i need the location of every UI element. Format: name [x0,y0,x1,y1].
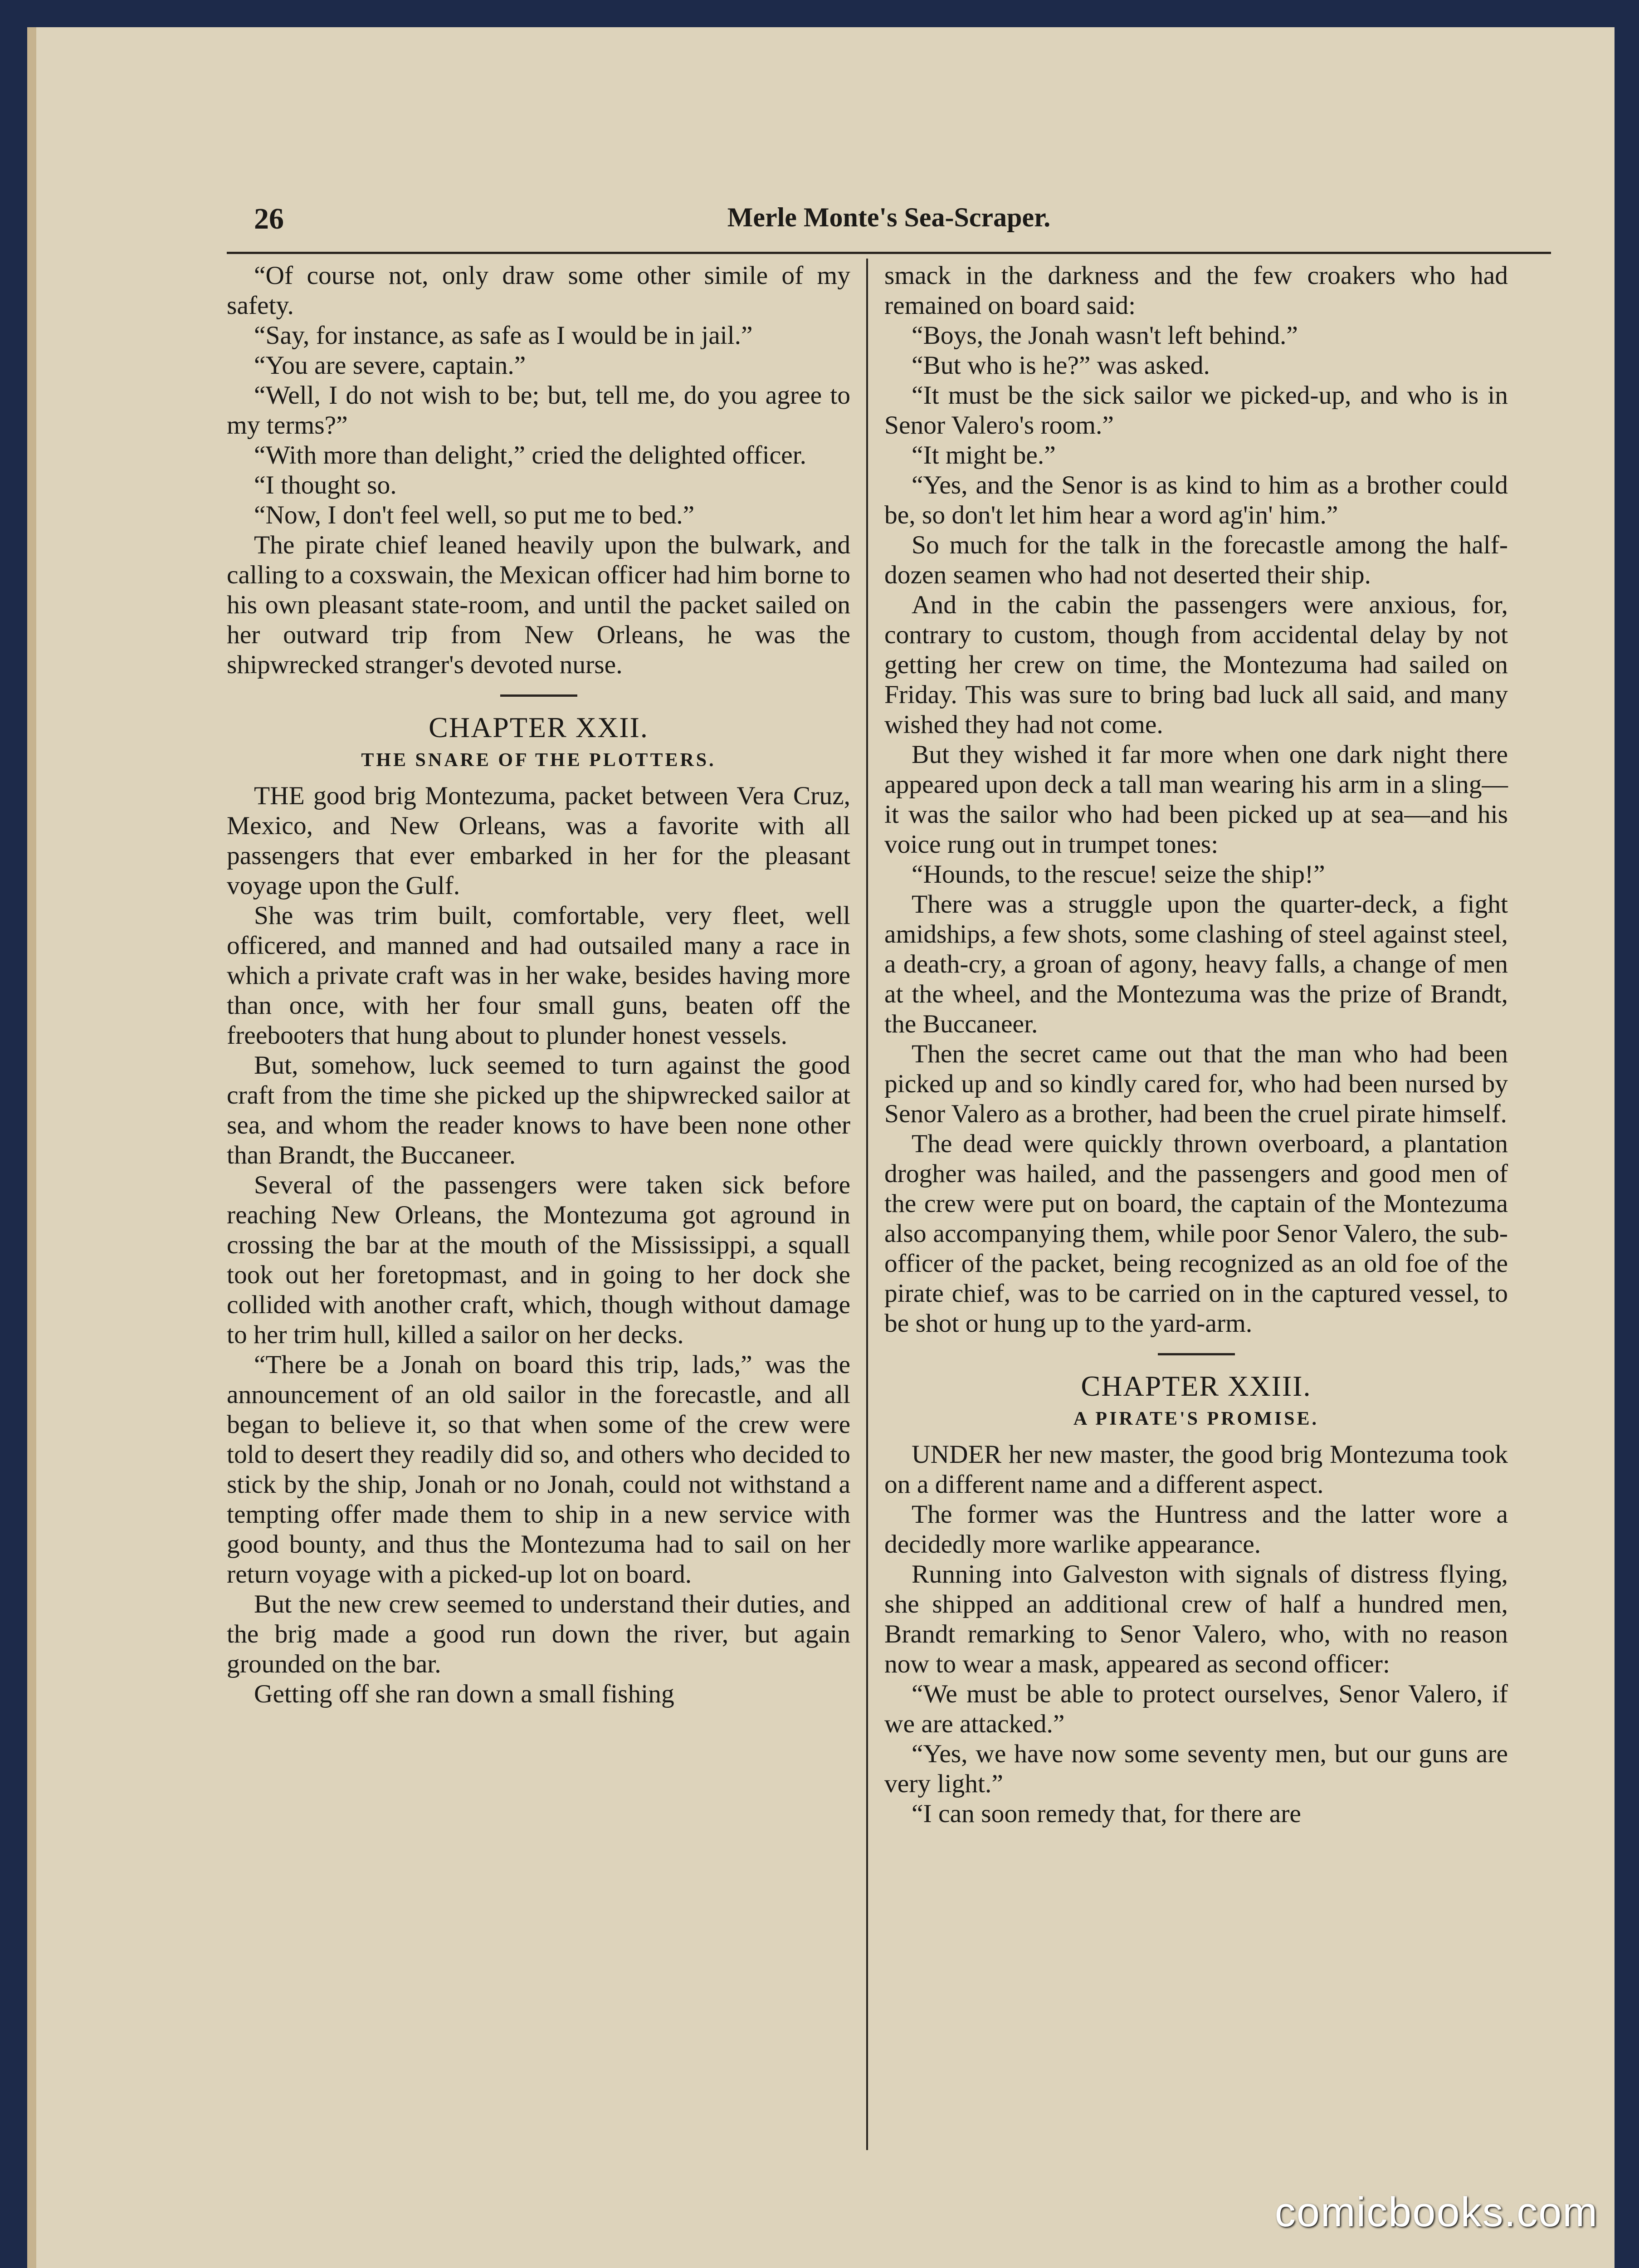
paragraph: smack in the darkness and the few croakers who had remained on board said: [884,261,1508,320]
page-number: 26 [254,202,284,235]
chapter-title: CHAPTER XXII. [429,711,649,743]
page-header [227,202,1551,252]
chapter-subtitle: A PIRATE'S PROMISE. [1073,1408,1319,1429]
paragraph: The former was the Huntress and the latter wore a decidedly more warlike appearance. [884,1500,1508,1559]
paragraph: But they wished it far more when one dark night there appeared upon deck a tall man wearing his arm in a sling—it was the sailor who had been picked up at sea—and his voice rung out in trumpet tones: [884,740,1508,859]
paragraph: She was trim built, comfortable, very fleet, well officered, and manned and had outsailed many a race in which a private craft was in her wake, besides having more than once, with her four small guns, beaten off the freebooters that hung about to plunder honest vessels. [227,901,850,1050]
paragraph: “You are severe, captain.” [254,351,526,380]
paragraph: THE good brig Montezuma, packet between Vera Cruz, Mexico, and New Orleans, was a favorite with all passengers that ever embarked in her for the pleasant voyage upon the Gulf. [227,782,850,900]
paragraph: “I can soon remedy that, for there are [912,1799,1301,1828]
paragraph: The pirate chief leaned heavily upon the bulwark, and calling to a coxswain, the Mexican officer had him borne to his own pleasant state-room, and until the packet sailed on her outward trip from New Orleans, he was the shipwrecked stranger's devoted nurse. [227,531,850,679]
paragraph: Running into Galveston with signals of distress flying, she shipped an additional crew of half a hundred men, Brandt remarking to Senor Valero, who, with no reason now to wear a mask, appeared as second officer: [884,1560,1508,1678]
paragraph: Several of the passengers were taken sick before reaching New Orleans, the Montezuma got aground in crossing the bar at the mouth of the Mississippi, a squall took out her foretopmast, and in going to her dock she collided with another craft, which, though without damage to her trim hull, killed a sailor on her decks. [227,1171,850,1349]
right-column [884,261,1508,1829]
paragraph: “But who is he?” was asked. [912,351,1210,380]
paragraph: So much for the talk in the forecastle among the half-dozen seamen who had not deserted their ship. [884,531,1508,589]
paragraph: “There be a Jonah on board this trip, lads,” was the announcement of an old sailor in the forecastle, and all began to believe it, so that when some of the crew were told to desert they readily did so, and others who decided to stick by the ship, Jonah or no Jonah, could not withstand a tempting offer made them to ship in a new service with good bounty, and thus the Montezuma had to sail on her return voyage with a picked-up lot on board. [227,1350,850,1589]
paragraph: There was a struggle upon the quarter-deck, a fight amidships, a few shots, some clashing of steel against steel, a death-cry, a groan of agony, heavy falls, a change of men at the wheel, and the Montezuma was the prize of Brandt, the Buccaneer. [884,890,1508,1038]
paragraph: “It might be.” [912,441,1056,469]
section-separator [500,694,577,697]
paragraph: “We must be able to protect ourselves, Senor Valero, if we are attacked.” [884,1680,1508,1738]
chapter-title: CHAPTER XXIII. [1081,1370,1312,1402]
paragraph: “It must be the sick sailor we picked-up, and who is in Senor Valero's room.” [884,381,1508,440]
paragraph: But, somehow, luck seemed to turn against the good craft from the time she picked up the shipwrecked sailor at sea, and whom the reader knows to have been none other than Brandt, the Buccaneer. [227,1051,850,1169]
running-title: Merle Monte's Sea-Scraper. [727,202,1051,232]
paragraph: “Of course not, only draw some other simile of my safety. [227,261,850,320]
section-separator [1158,1353,1235,1355]
paragraph: Then the secret came out that the man who had been picked up and so kindly cared for, who had been nursed by Senor Valero as a brother, had been the cruel pirate himself. [884,1040,1508,1128]
paragraph: “Hounds, to the rescue! seize the ship!” [912,860,1325,889]
paragraph: “Yes, we have now some seventy men, but our guns are very light.” [884,1740,1508,1798]
paragraph: But the new crew seemed to understand their duties, and the brig made a good run down the river, but again grounded on the bar. [227,1590,850,1678]
column-divider [866,259,868,2150]
paragraph: “Yes, and the Senor is as kind to him as a brother could be, so don't let him hear a word ag'in' him.” [884,471,1508,529]
magazine-page [27,27,1615,2268]
paragraph: “Boys, the Jonah wasn't left behind.” [912,321,1298,350]
paragraph: “I thought so. [254,471,397,499]
paragraph: UNDER her new master, the good brig Montezuma took on a different name and a different aspect. [884,1440,1508,1499]
paragraph: The dead were quickly thrown overboard, a plantation drogher was hailed, and the passengers and good men of the crew were put on board, the captain of the Montezuma also accompanying them, while poor Senor Valero, the sub-officer of the packet, being recognized as an old foe of the pirate chief, was to be carried on in the captured vessel, to be shot or hung up to the yard-arm. [884,1129,1508,1338]
chapter-subtitle: THE SNARE OF THE PLOTTERS. [361,750,716,771]
paragraph: “Well, I do not wish to be; but, tell me, do you agree to my terms?” [227,381,850,440]
paragraph: “Say, for instance, as safe as I would be in jail.” [254,321,753,350]
paragraph: Getting off she ran down a small fishing [254,1680,674,1708]
header-rule [227,252,1551,254]
paragraph: And in the cabin the passengers were anxious, for, contrary to custom, though from accidental delay by not getting her crew on time, the Montezuma had sailed on Friday. This was sure to bring bad luck all said, and many wished they had not come. [884,591,1508,739]
left-column [227,261,850,1709]
paragraph: “With more than delight,” cried the delighted officer. [254,441,807,469]
watermark: comicbooks.com [1274,2189,1598,2235]
paragraph: “Now, I don't feel well, so put me to bed.” [254,501,695,529]
